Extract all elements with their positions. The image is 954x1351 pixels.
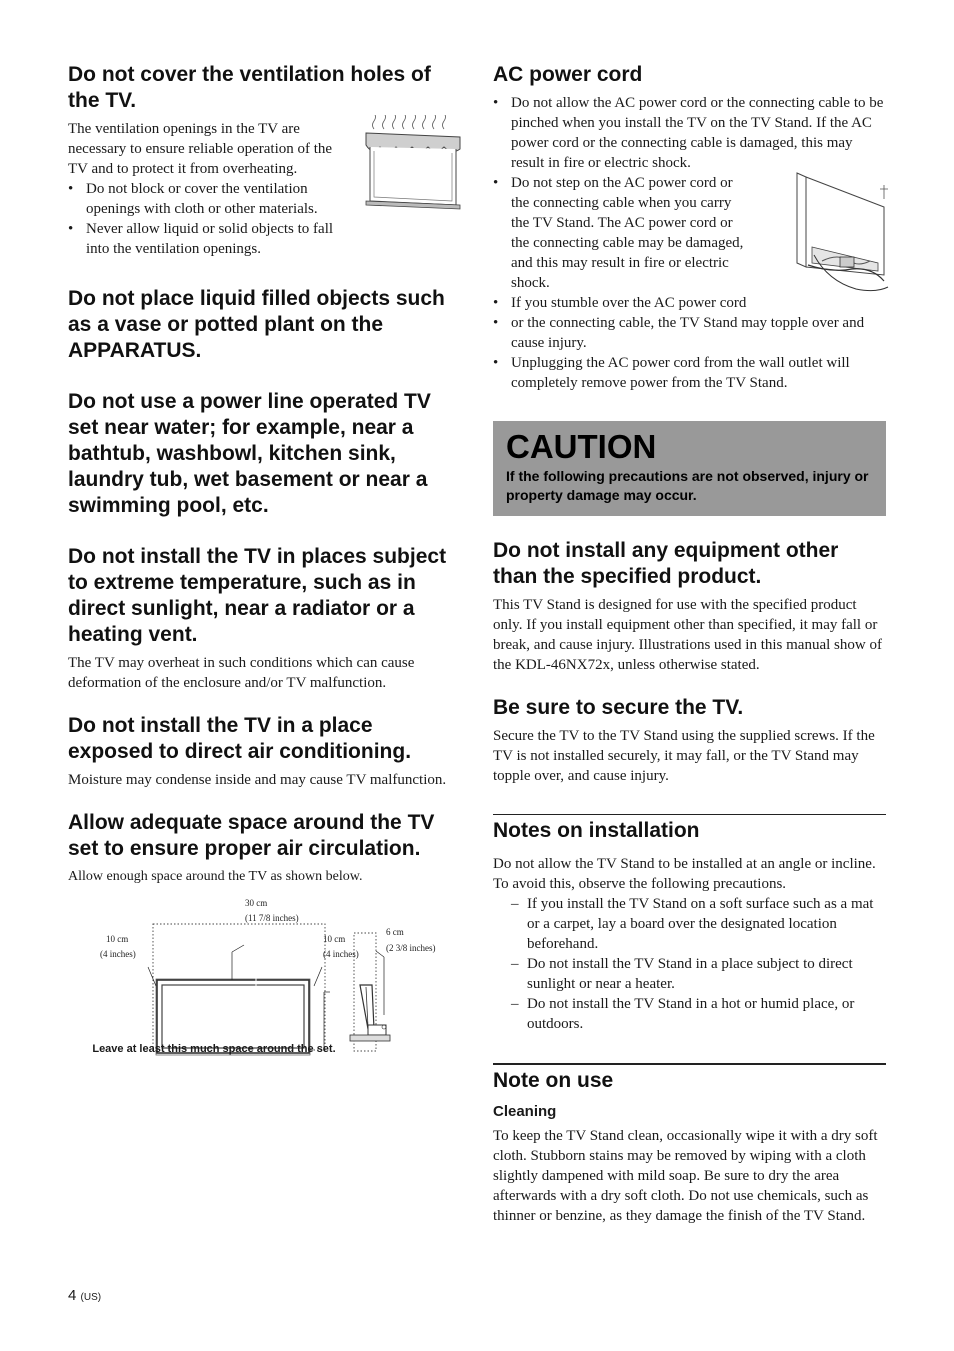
- ventilation-illustration: [364, 115, 464, 210]
- equipment-section: [493, 538, 886, 675]
- side-clearance-cm: 6 cm: [386, 927, 404, 937]
- temperature-body: The TV may overheat in such conditions which can cause deformation of the enclosure and/or TV malfunction.: [68, 655, 415, 691]
- temperature-section: [68, 544, 460, 693]
- clearance-diagram-svg: [68, 897, 460, 1057]
- left-column: [68, 62, 460, 1057]
- ventilation-section: [68, 62, 460, 259]
- liquid-heading: Do not place liquid filled objects such as a vase or potted plant on the APPARATUS.: [68, 287, 445, 362]
- page-footer: [68, 1287, 101, 1304]
- secure-heading: Be sure to secure the TV.: [493, 696, 744, 719]
- liquid-section: [68, 286, 460, 364]
- ac-cord-bullet: • If you stumble over the AC power cord: [493, 293, 781, 313]
- water-heading: Do not use a power line operated TV set near water; for example, near a bathtub, washbowl, kitchen sink, laundry tub, wet basement or near a swimming pool, etc.: [68, 390, 431, 517]
- ventilation-bullets: [68, 179, 350, 259]
- region-label: (US): [80, 1292, 102, 1303]
- caution-title: CAUTION: [506, 428, 657, 465]
- installation-item: – If you install the TV Stand on a soft surface such as a mat or a carpet, lay a board over the designated location beforehand.: [493, 894, 886, 954]
- space-section: [68, 810, 460, 1057]
- installation-item: – Do not install the TV Stand in a hot or humid place, or outdoors.: [493, 994, 886, 1034]
- ac-cord-bullet: • Do not step on the AC power cord or the connecting cable when you carry the TV Stand. The AC power cord or the connecting cable may be damaged, and this may result in fire or electric shock.: [493, 173, 751, 293]
- equipment-body: This TV Stand is designed for use with the specified product only. If you install equipment other than specified, it may fall or break, and cause injury. Illustrations used in this manual show of the KDL-46NX72x, unless otherwise stated.: [493, 597, 882, 673]
- aircon-body: Moisture may condense inside and may cause TV malfunction.: [68, 772, 447, 788]
- top-clearance-inches: (11 7/8 inches): [245, 913, 299, 923]
- side-clearance-inches: (2 3/8 inches): [386, 943, 436, 953]
- ac-cord-bullet-continued: • or the connecting cable, the TV Stand may topple over and cause injury.: [493, 313, 886, 353]
- use-section: [493, 1068, 886, 1226]
- equipment-heading: Do not install any equipment other than the specified product.: [493, 539, 839, 588]
- ac-cord-heading: AC power cord: [493, 63, 643, 86]
- ventilation-intro: The ventilation openings in the TV are necessary to ensure reliable operation of the TV and to protect it from overheating.: [68, 121, 333, 177]
- aircon-heading: Do not install the TV in a place exposed to direct air conditioning.: [68, 714, 412, 763]
- caution-subtitle: If the following precautions are not observed, injury or property damage may occur.: [506, 468, 869, 503]
- stand-cable-illustration: [792, 171, 892, 296]
- diagram-caption: Leave at least this much space around the set.: [92, 1043, 336, 1055]
- water-section: [68, 389, 460, 519]
- temperature-heading: Do not install the TV in places subject to extreme temperature, such as in direct sunlight, near a radiator or a heating vent.: [68, 545, 447, 646]
- installation-intro: Do not allow the TV Stand to be installed at an angle or incline. To avoid this, observe the following precautions.: [493, 856, 876, 892]
- installation-heading: Notes on installation: [493, 819, 700, 842]
- right-clearance-cm: 10 cm: [323, 934, 346, 944]
- right-clearance-inches: (4 inches): [323, 949, 359, 959]
- caution-banner: [493, 421, 886, 516]
- secure-body: Secure the TV to the TV Stand using the supplied screws. If the TV is not installed securely, it may fall, or the TV Stand may topple over, and cause injury.: [493, 728, 875, 784]
- use-rule: [493, 1063, 886, 1065]
- installation-list: [493, 894, 886, 1034]
- clearance-diagram: [68, 897, 460, 1057]
- page-number: 4: [68, 1287, 77, 1304]
- installation-rule: [493, 814, 886, 815]
- space-heading: Allow adequate space around the TV set to ensure proper air circulation.: [68, 811, 435, 860]
- ventilation-heading: Do not cover the ventilation holes of the TV.: [68, 63, 431, 112]
- cleaning-body: To keep the TV Stand clean, occasionally wipe it with a dry soft cloth. Stubborn stains may be removed by wiping with a cloth slightly dampened with mild soap. Be sure to dry the area afterwards with a dry soft cloth. Do not use chemicals, such as thinner or benzine, as they damage the finish of the TV Stand.: [493, 1128, 878, 1224]
- aircon-section: [68, 713, 460, 790]
- ventilation-bullet: • Never allow liquid or solid objects to fall into the ventilation openings.: [68, 219, 350, 259]
- left-clearance-cm: 10 cm: [106, 934, 129, 944]
- cleaning-subheading: Cleaning: [493, 1103, 557, 1120]
- installation-section: [493, 818, 886, 1034]
- ac-cord-bullet: • Unplugging the AC power cord from the wall outlet will completely remove power from the TV Stand.: [493, 353, 886, 393]
- installation-item: – Do not install the TV Stand in a place subject to direct sunlight or near a heater.: [493, 954, 886, 994]
- secure-section: [493, 695, 886, 786]
- ventilation-bullet: • Do not block or cover the ventilation openings with cloth or other materials.: [68, 179, 350, 219]
- ac-cord-bullet: • Do not allow the AC power cord or the connecting cable to be pinched when you install the TV on the TV Stand. If the AC power cord or the connecting cable is damaged, this may result in fire or electric shock.: [493, 93, 886, 173]
- ac-cord-section: [493, 62, 886, 393]
- right-column: [493, 62, 886, 1226]
- left-clearance-inches: (4 inches): [100, 949, 136, 959]
- use-heading: Note on use: [493, 1069, 614, 1092]
- top-clearance-cm: 30 cm: [245, 898, 268, 908]
- space-body: Allow enough space around the TV as shown below.: [68, 869, 363, 884]
